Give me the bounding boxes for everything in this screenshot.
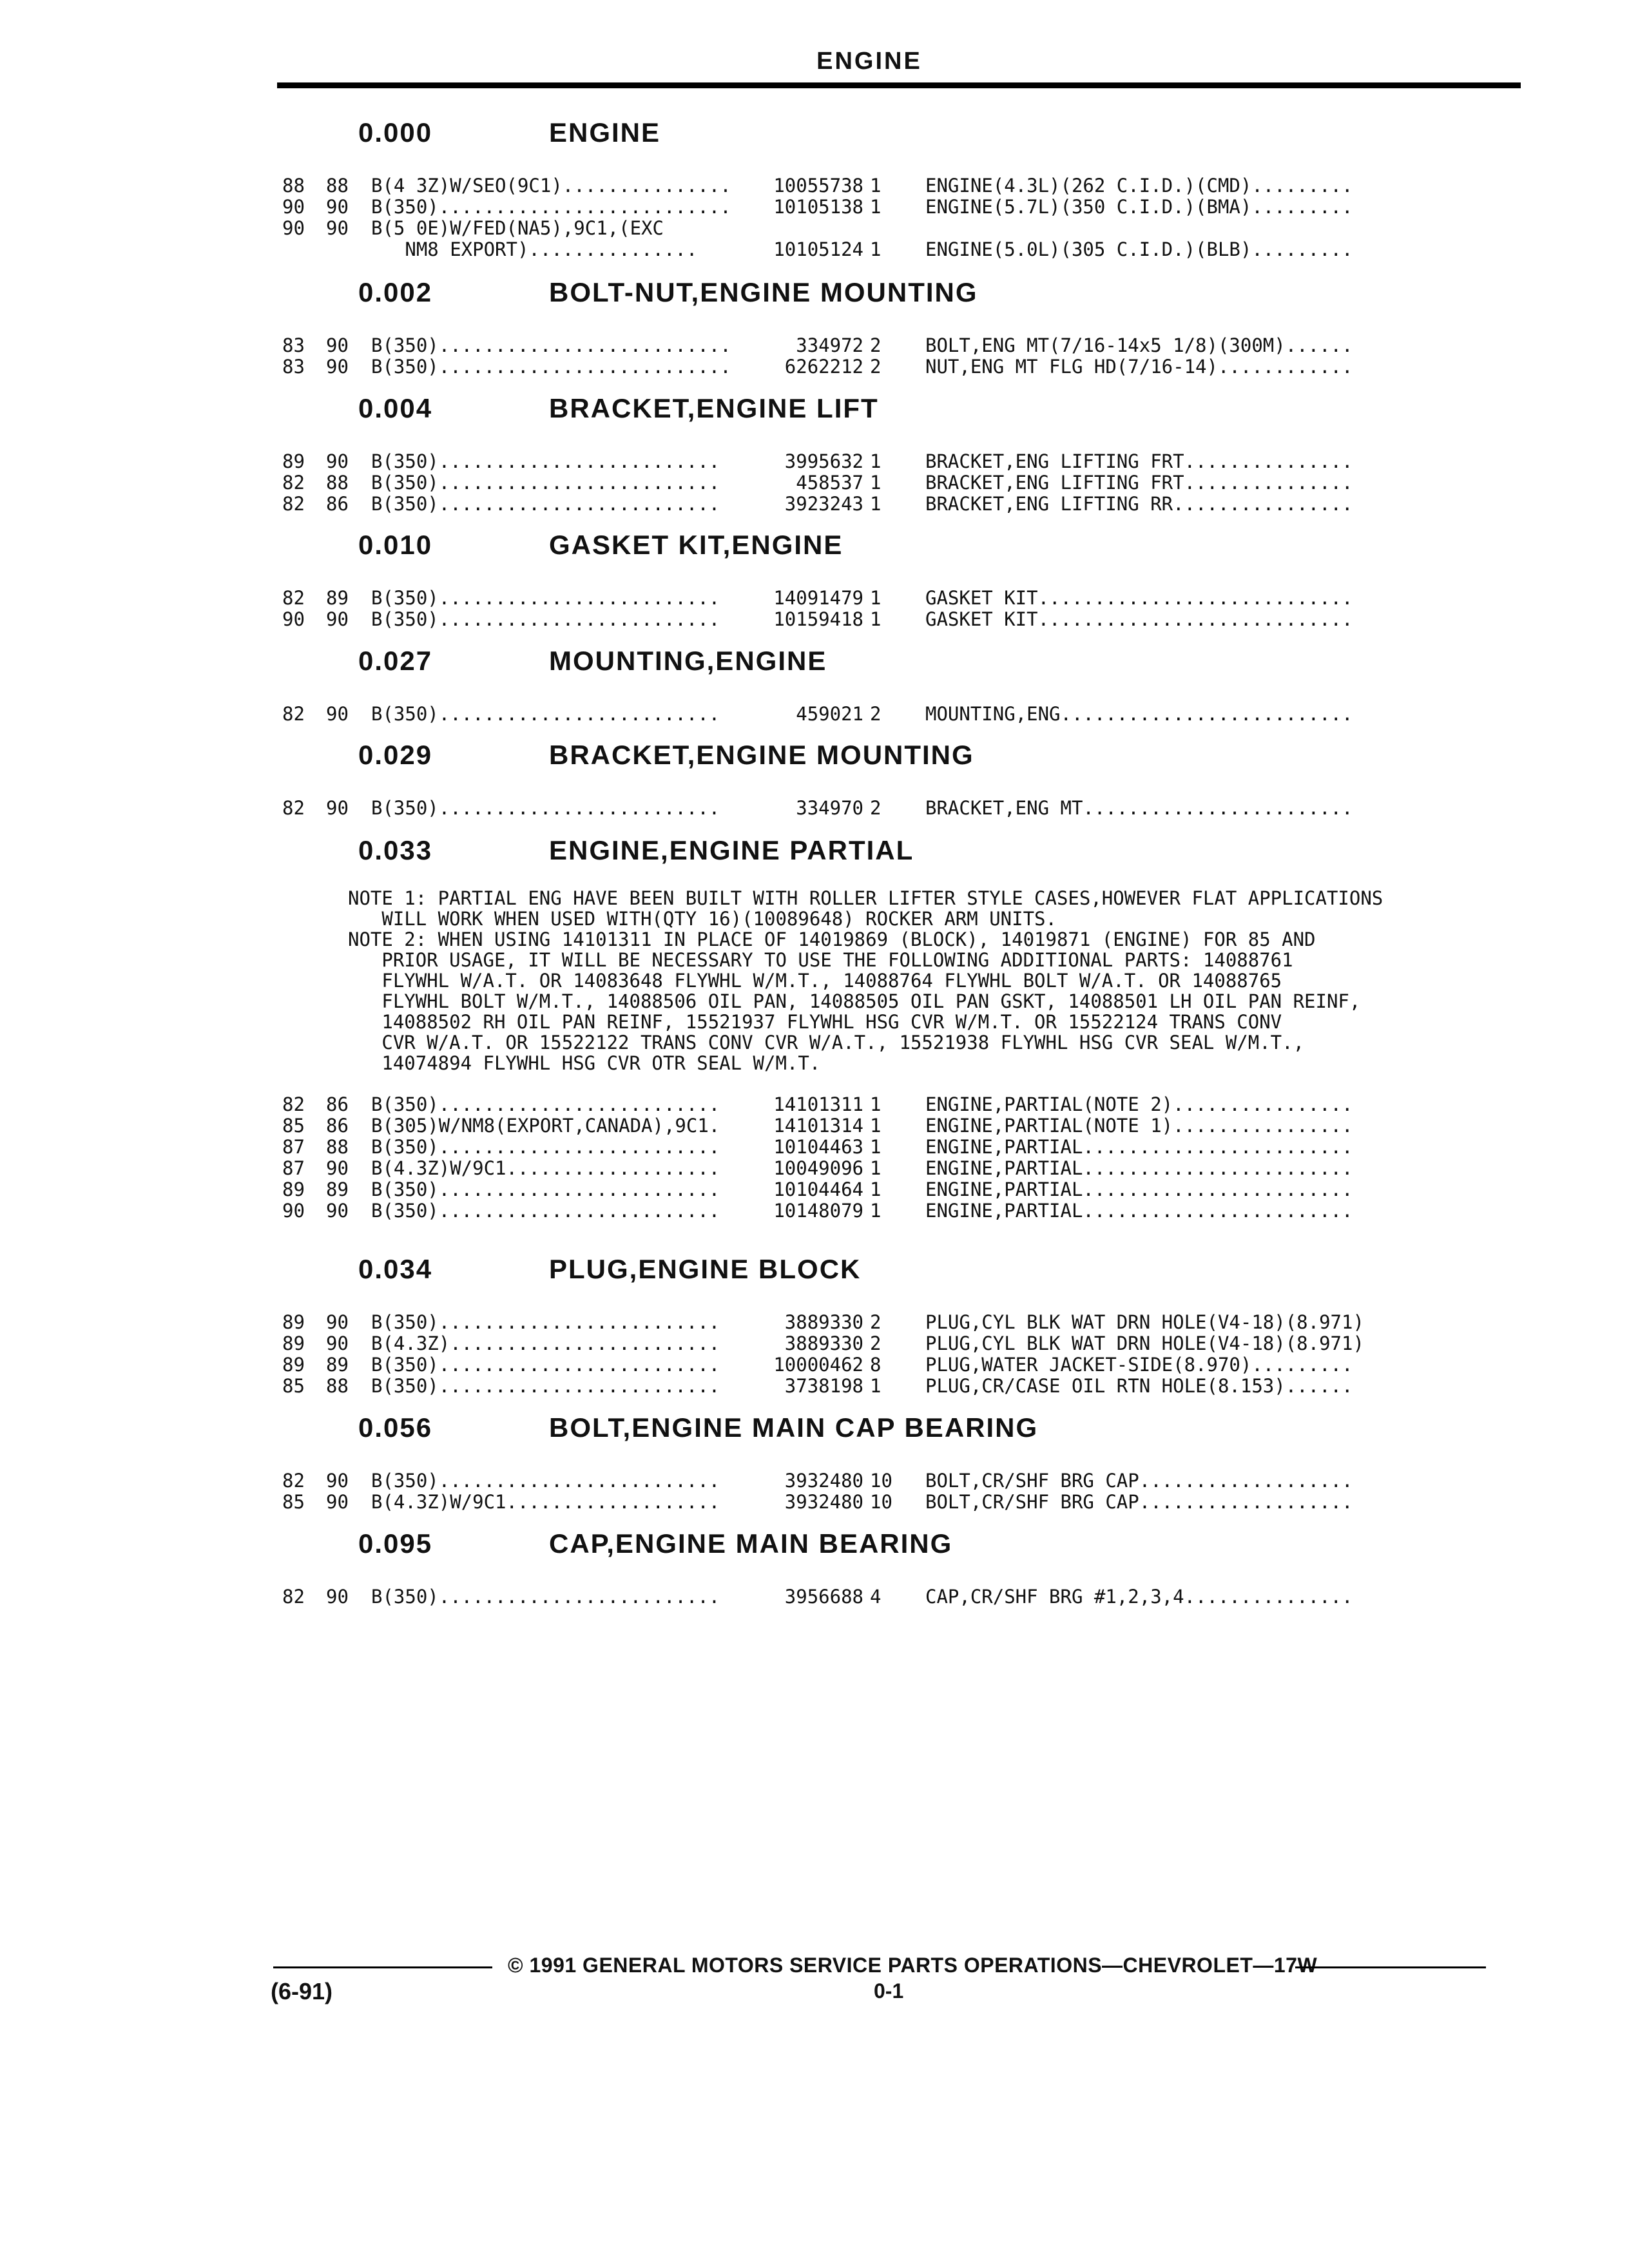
application: B(350)......................... (371, 1470, 720, 1492)
section-code: 0.034 (358, 1254, 433, 1284)
year-from: 89 (282, 450, 305, 472)
part-number: 10049096 (773, 1157, 863, 1179)
year-to: 88 (326, 472, 349, 494)
part-row (0, 1312, 1629, 1333)
footer-copyright: © 1991 GENERAL MOTORS SERVICE PARTS OPERATIONS—CHEVROLET—17W (508, 1954, 1318, 1977)
year-from: 82 (282, 797, 305, 819)
part-row (0, 588, 1629, 609)
note-line: NOTE 2: WHEN USING 14101311 IN PLACE OF 14019869 (BLOCK), 14019871 (ENGINE) FOR 85 AND (348, 928, 1316, 950)
section-title: BOLT,ENGINE MAIN CAP BEARING (549, 1412, 1039, 1443)
part-row (0, 1586, 1629, 1608)
application: B(350)......................... (371, 1178, 720, 1200)
footer-left-rule (273, 1966, 492, 1968)
part-row (0, 1470, 1629, 1492)
year-to: 89 (326, 587, 349, 609)
part-number: 6262212 (784, 356, 863, 378)
part-row (0, 1376, 1629, 1397)
quantity: 4 (870, 1586, 882, 1608)
part-number: 10000462 (773, 1354, 863, 1376)
year-from: 90 (282, 1200, 305, 1222)
year-to: 90 (326, 1491, 349, 1513)
title-rule (277, 82, 1521, 88)
note-line: NOTE 1: PARTIAL ENG HAVE BEEN BUILT WITH ROLLER LIFTER STYLE CASES,HOWEVER FLAT APPLICATIONS (348, 887, 1383, 909)
part-row (0, 356, 1629, 378)
quantity: 1 (870, 1157, 882, 1179)
note-line: 14088502 RH OIL PAN REINF, 15521937 FLYWHL HSG CVR W/M.T. OR 15522124 TRANS CONV (348, 1011, 1282, 1033)
year-from: 82 (282, 1470, 305, 1492)
part-row (0, 1200, 1629, 1222)
application: B(350)......................... (371, 493, 720, 515)
part-row (0, 494, 1629, 515)
part-row (0, 1179, 1629, 1200)
year-to: 90 (326, 1311, 349, 1333)
year-to: 90 (326, 703, 349, 725)
part-number: 3889330 (784, 1332, 863, 1354)
year-from: 85 (282, 1491, 305, 1513)
section-heading (0, 835, 1629, 874)
section-code: 0.095 (358, 1528, 433, 1559)
part-row (0, 239, 1629, 260)
part-number: 3738198 (784, 1375, 863, 1397)
page-number: 0-1 (874, 1979, 904, 2003)
quantity: 1 (870, 472, 882, 494)
section-title: BRACKET,ENGINE LIFT (549, 393, 879, 423)
quantity: 1 (870, 1375, 882, 1397)
section-heading (0, 117, 1629, 156)
quantity: 1 (870, 1115, 882, 1137)
year-to: 89 (326, 1354, 349, 1376)
application: B(350).......................... (371, 356, 731, 378)
application: B(350)......................... (371, 472, 720, 494)
year-to: 86 (326, 493, 349, 515)
year-to: 86 (326, 1115, 349, 1137)
section-title: CAP,ENGINE MAIN BEARING (549, 1528, 953, 1559)
description: MOUNTING,ENG.......................... (925, 703, 1353, 725)
description: BRACKET,ENG LIFTING RR................ (925, 493, 1353, 515)
year-from: 90 (282, 217, 305, 239)
year-to: 88 (326, 175, 349, 197)
section-title: BRACKET,ENGINE MOUNTING (549, 740, 974, 770)
section-heading (0, 646, 1629, 684)
part-number: 334972 (796, 334, 863, 356)
part-row (0, 175, 1629, 197)
application: B(350)......................... (371, 1093, 720, 1115)
section-note (348, 888, 1443, 1073)
year-to: 90 (326, 450, 349, 472)
part-row (0, 1115, 1629, 1137)
application: B(350)......................... (371, 703, 720, 725)
section-heading (0, 1254, 1629, 1293)
part-number: 3956688 (784, 1586, 863, 1608)
application: B(350)......................... (371, 1311, 720, 1333)
part-row (0, 1492, 1629, 1513)
year-to: 90 (326, 1470, 349, 1492)
year-from: 83 (282, 334, 305, 356)
note-line: PRIOR USAGE, IT WILL BE NECESSARY TO USE THE FOLLOWING ADDITIONAL PARTS: 14088761 (348, 949, 1293, 971)
description: ENGINE(5.7L)(350 C.I.D.)(BMA)......... (925, 196, 1353, 218)
year-from: 90 (282, 196, 305, 218)
quantity: 2 (870, 1311, 882, 1333)
year-from: 87 (282, 1157, 305, 1179)
section-code: 0.056 (358, 1412, 433, 1443)
quantity: 1 (870, 587, 882, 609)
part-number: 14101311 (773, 1093, 863, 1115)
quantity: 1 (870, 450, 882, 472)
year-to: 88 (326, 1136, 349, 1158)
year-from: 89 (282, 1354, 305, 1376)
description: PLUG,WATER JACKET-SIDE(8.970)......... (925, 1354, 1353, 1376)
note-line: FLYWHL BOLT W/M.T., 14088506 OIL PAN, 14088505 OIL PAN GSKT, 14088501 LH OIL PAN REINF, (348, 990, 1361, 1012)
part-number: 3995632 (784, 450, 863, 472)
year-to: 90 (326, 1586, 349, 1608)
year-from: 82 (282, 703, 305, 725)
application: B(350).......................... (371, 196, 731, 218)
year-from: 85 (282, 1115, 305, 1137)
section-heading (0, 530, 1629, 568)
quantity: 10 (870, 1491, 892, 1513)
year-from: 85 (282, 1375, 305, 1397)
part-number: 10104463 (773, 1136, 863, 1158)
quantity: 2 (870, 334, 882, 356)
description: BRACKET,ENG LIFTING FRT............... (925, 450, 1353, 472)
description: ENGINE,PARTIAL........................ (925, 1200, 1353, 1222)
section-heading (0, 1412, 1629, 1451)
note-line: 14074894 FLYWHL HSG CVR OTR SEAL W/M.T. (348, 1052, 821, 1074)
description: BOLT,CR/SHF BRG CAP................... (925, 1470, 1353, 1492)
section-code: 0.029 (358, 740, 433, 770)
application: B(350).......................... (371, 334, 731, 356)
part-row (0, 472, 1629, 494)
quantity: 2 (870, 797, 882, 819)
year-to: 90 (326, 1332, 349, 1354)
quantity: 1 (870, 1093, 882, 1115)
application: B(350)......................... (371, 1136, 720, 1158)
year-to: 90 (326, 196, 349, 218)
section-title: BOLT-NUT,ENGINE MOUNTING (549, 277, 978, 307)
year-to: 90 (326, 217, 349, 239)
application: B(350)......................... (371, 1375, 720, 1397)
section-code: 0.004 (358, 393, 433, 423)
description: ENGINE,PARTIAL........................ (925, 1136, 1353, 1158)
application: B(4 3Z)W/SEO(9C1)............... (371, 175, 731, 197)
part-number: 10105138 (773, 196, 863, 218)
quantity: 1 (870, 493, 882, 515)
quantity: 1 (870, 1200, 882, 1222)
quantity: 1 (870, 196, 882, 218)
year-to: 90 (326, 1200, 349, 1222)
part-row (0, 451, 1629, 472)
part-number: 10159418 (773, 608, 863, 630)
part-row (0, 609, 1629, 630)
part-row (0, 798, 1629, 819)
year-to: 86 (326, 1093, 349, 1115)
section-heading (0, 277, 1629, 316)
quantity: 8 (870, 1354, 882, 1376)
quantity: 1 (870, 238, 882, 260)
part-number: 3923243 (784, 493, 863, 515)
year-to: 90 (326, 797, 349, 819)
quantity: 1 (870, 1136, 882, 1158)
section-title: ENGINE,ENGINE PARTIAL (549, 835, 914, 865)
description: ENGINE,PARTIAL(NOTE 2)................ (925, 1093, 1353, 1115)
year-from: 82 (282, 587, 305, 609)
year-from: 83 (282, 356, 305, 378)
year-to: 90 (326, 608, 349, 630)
part-number: 14101314 (773, 1115, 863, 1137)
application: NM8 EXPORT)............... (371, 238, 698, 260)
year-to: 88 (326, 1375, 349, 1397)
part-number: 459021 (796, 703, 863, 725)
year-from: 90 (282, 608, 305, 630)
description: ENGINE(4.3L)(262 C.I.D.)(CMD)......... (925, 175, 1353, 197)
year-from: 82 (282, 472, 305, 494)
section-code: 0.002 (358, 277, 433, 307)
year-to: 90 (326, 356, 349, 378)
description: ENGINE,PARTIAL........................ (925, 1178, 1353, 1200)
application: B(350)......................... (371, 1586, 720, 1608)
note-line: FLYWHL W/A.T. OR 14083648 FLYWHL W/M.T., 14088764 FLYWHL BOLT W/A.T. OR 14088765 (348, 970, 1282, 992)
description: BRACKET,ENG MT........................ (925, 797, 1353, 819)
description: ENGINE,PARTIAL(NOTE 1)................ (925, 1115, 1353, 1137)
part-number: 334970 (796, 797, 863, 819)
section-title: PLUG,ENGINE BLOCK (549, 1254, 862, 1284)
description: PLUG,CYL BLK WAT DRN HOLE(V4-18)(8.971) (925, 1311, 1364, 1333)
part-row (0, 1158, 1629, 1179)
application: B(5 0E)W/FED(NA5),9C1,(EXC (371, 217, 664, 239)
description: PLUG,CYL BLK WAT DRN HOLE(V4-18)(8.971) (925, 1332, 1364, 1354)
application: B(350)......................... (371, 797, 720, 819)
year-from: 89 (282, 1311, 305, 1333)
section-title: MOUNTING,ENGINE (549, 646, 827, 676)
part-row (0, 704, 1629, 725)
part-number: 458537 (796, 472, 863, 494)
quantity: 1 (870, 608, 882, 630)
application: B(350)......................... (371, 1200, 720, 1222)
note-line: WILL WORK WHEN USED WITH(QTY 16)(10089648) ROCKER ARM UNITS. (348, 908, 1057, 930)
description: BOLT,ENG MT(7/16-14x5 1/8)(300M)...... (925, 334, 1353, 356)
year-to: 90 (326, 334, 349, 356)
year-from: 82 (282, 1093, 305, 1115)
section-code: 0.000 (358, 117, 433, 148)
section-heading (0, 740, 1629, 778)
quantity: 2 (870, 356, 882, 378)
year-from: 87 (282, 1136, 305, 1158)
footer-date: (6-91) (271, 1978, 333, 2004)
section-code: 0.010 (358, 530, 433, 560)
section-title: ENGINE (549, 117, 661, 148)
application: B(350)......................... (371, 450, 720, 472)
section-heading (0, 1528, 1629, 1567)
part-number: 10148079 (773, 1200, 863, 1222)
year-from: 88 (282, 175, 305, 197)
part-row (0, 197, 1629, 218)
section-heading (0, 393, 1629, 432)
part-number: 3932480 (784, 1491, 863, 1513)
quantity: 1 (870, 175, 882, 197)
quantity: 2 (870, 1332, 882, 1354)
page-title: ENGINE (816, 48, 922, 75)
year-from: 82 (282, 1586, 305, 1608)
quantity: 1 (870, 1178, 882, 1200)
part-row (0, 335, 1629, 356)
application: B(4.3Z)W/9C1................... (371, 1157, 720, 1179)
application: B(4.3Z)W/9C1................... (371, 1491, 720, 1513)
section-code: 0.027 (358, 646, 433, 676)
footer-right-rule (1295, 1966, 1486, 1968)
application: B(350)......................... (371, 1354, 720, 1376)
application: B(305)W/NM8(EXPORT,CANADA),9C1. (371, 1115, 720, 1137)
description: GASKET KIT............................ (925, 587, 1353, 609)
year-to: 90 (326, 1157, 349, 1179)
section-code: 0.033 (358, 835, 433, 865)
description: ENGINE(5.0L)(305 C.I.D.)(BLB)......... (925, 238, 1353, 260)
part-number: 10104464 (773, 1178, 863, 1200)
year-from: 82 (282, 493, 305, 515)
description: GASKET KIT............................ (925, 608, 1353, 630)
part-row (0, 1137, 1629, 1158)
note-line: CVR W/A.T. OR 15522122 TRANS CONV CVR W/A.T., 15521938 FLYWHL HSG CVR SEAL W/M.T., (348, 1032, 1305, 1053)
year-to: 89 (326, 1178, 349, 1200)
application: B(350)......................... (371, 587, 720, 609)
quantity: 10 (870, 1470, 892, 1492)
part-number: 3932480 (784, 1470, 863, 1492)
part-row (0, 1333, 1629, 1354)
application: B(350)......................... (371, 608, 720, 630)
part-row (0, 218, 1629, 239)
year-from: 89 (282, 1178, 305, 1200)
description: BOLT,CR/SHF BRG CAP................... (925, 1491, 1353, 1513)
description: NUT,ENG MT FLG HD(7/16-14)............ (925, 356, 1353, 378)
description: BRACKET,ENG LIFTING FRT............... (925, 472, 1353, 494)
application: B(4.3Z)........................ (371, 1332, 720, 1354)
year-from: 89 (282, 1332, 305, 1354)
section-title: GASKET KIT,ENGINE (549, 530, 843, 560)
part-row (0, 1354, 1629, 1376)
part-number: 3889330 (784, 1311, 863, 1333)
part-row (0, 1094, 1629, 1115)
description: ENGINE,PARTIAL........................ (925, 1157, 1353, 1179)
quantity: 2 (870, 703, 882, 725)
part-number: 10055738 (773, 175, 863, 197)
part-number: 14091479 (773, 587, 863, 609)
description: PLUG,CR/CASE OIL RTN HOLE(8.153)...... (925, 1375, 1353, 1397)
description: CAP,CR/SHF BRG #1,2,3,4............... (925, 1586, 1353, 1608)
part-number: 10105124 (773, 238, 863, 260)
